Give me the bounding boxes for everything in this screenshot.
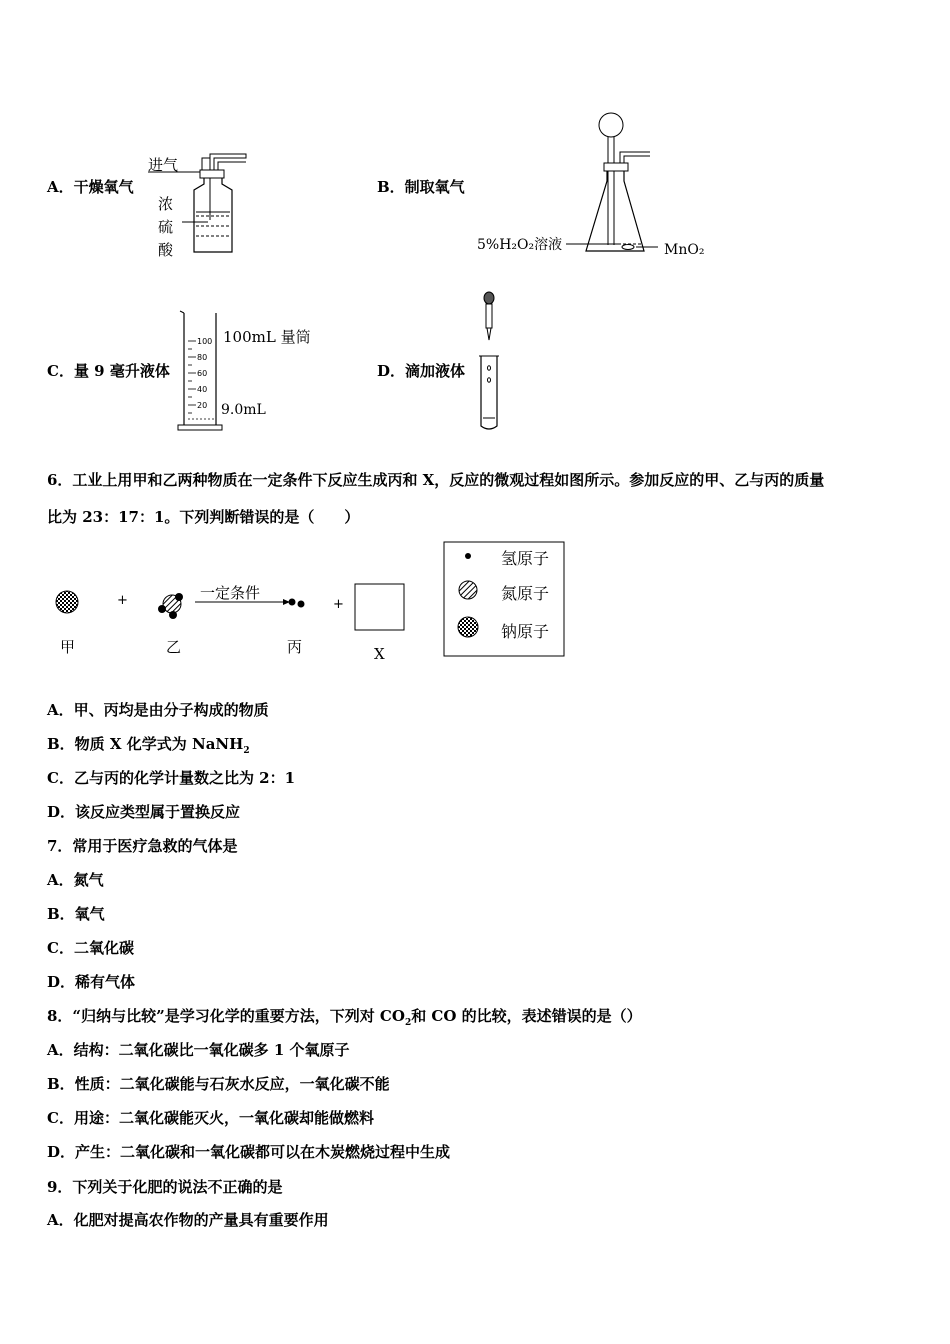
yi-label: 乙 (166, 638, 182, 656)
plus-2: + (333, 597, 344, 612)
reaction-diagram (40, 540, 580, 670)
acid-label-2: 硫 (158, 218, 174, 236)
h2-atom-2 (298, 601, 305, 608)
tick-80: 80 (197, 353, 208, 362)
q7-option-d: D．稀有气体 (47, 973, 136, 991)
q5-option-c: C．量 9 毫升液体 (47, 362, 170, 380)
sodium-atom-jia (56, 591, 78, 613)
q8-stem: 8．“归纳与比较”是学习化学的重要方法，下列对 $CO_2$和 CO 的比较，表述错误的是（） (47, 1007, 642, 1028)
x-label: X (374, 645, 385, 663)
tick-20: 20 (197, 401, 208, 410)
tick-100: 100 (197, 337, 213, 346)
q6-option-b: B．物质 X 化学式为 NaNH$_2$ (47, 735, 250, 756)
h2-atom-1 (289, 599, 296, 606)
legend-sodium-icon (458, 617, 478, 637)
legend-nitrogen-icon (459, 581, 477, 599)
q5-option-d: D．滴加液体 (377, 362, 466, 380)
q8-option-b: B．性质：二氧化碳能与石灰水反应，一氧化碳不能 (47, 1075, 390, 1093)
q9-option-a: A．化肥对提高农作物的产量具有重要作用 (47, 1211, 329, 1229)
cylinder-label: 100mL 量筒 (223, 328, 311, 346)
q6-option-d: D．该反应类型属于置换反应 (47, 803, 241, 821)
q6-option-a: A．甲、丙均是由分子构成的物质 (47, 701, 269, 719)
q6-stem-line-2: 比为 23：17：1。下列判断错误的是（ ） (47, 508, 360, 526)
legend-hydrogen-icon (465, 553, 471, 559)
dropper-tube-icon (477, 290, 507, 435)
acid-label-1: 浓 (158, 195, 174, 213)
mno2-label: MnO₂ (664, 242, 705, 258)
gas-bottle-icon (148, 150, 258, 260)
solution-pointer (566, 243, 626, 247)
tick-40: 40 (197, 385, 208, 394)
in-gas-label: 进气 (148, 156, 179, 174)
q8-option-d: D．产生：二氧化碳和一氧化碳都可以在木炭燃烧过程中生成 (47, 1143, 451, 1161)
hydrogen-atom-3 (175, 593, 183, 601)
q9-stem: 9．下列关于化肥的说法不正确的是 (47, 1178, 283, 1196)
tick-60: 60 (197, 369, 208, 378)
h2o2-solution-label: 5%H₂O₂溶液 (477, 237, 563, 253)
q8-option-a: A．结构：二氧化碳比一氧化碳多 1 个氧原子 (47, 1041, 350, 1059)
x-box (355, 584, 404, 630)
bing-label: 丙 (287, 638, 303, 656)
q7-stem: 7．常用于医疗急救的气体是 (47, 837, 238, 855)
q5-option-b: B．制取氧气 (377, 178, 465, 196)
hydrogen-atom-1 (158, 605, 166, 613)
reading-label: 9.0mL (221, 402, 266, 418)
q7-option-a: A．氮气 (47, 871, 104, 889)
acid-label-3: 酸 (158, 241, 174, 259)
condition-label: 一定条件 (200, 584, 261, 602)
legend-nitrogen-label: 氮原子 (501, 584, 550, 603)
legend-hydrogen-label: 氢原子 (501, 549, 550, 568)
q8-option-c: C．用途：二氧化碳能灭火，一氧化碳却能做燃料 (47, 1109, 374, 1127)
q5-option-a: A．干燥氧气 (47, 178, 134, 196)
legend-sodium-label: 钠原子 (501, 622, 550, 641)
gas-washing-bottle-figure (148, 150, 258, 260)
q7-option-b: B．氧气 (47, 905, 105, 923)
q6-stem-line-1: 6．工业上用甲和乙两种物质在一定条件下反应生成丙和 X，反应的微观过程如图所示。参加反应的甲、乙与丙的质量 (47, 471, 825, 489)
jia-label: 甲 (60, 638, 76, 656)
q6-option-c: C．乙与丙的化学计量数之比为 2：1 (47, 769, 296, 787)
hydrogen-atom-2 (169, 611, 177, 619)
q7-option-c: C．二氧化碳 (47, 939, 134, 957)
oxygen-generator-icon (570, 105, 720, 265)
plus-1: + (117, 593, 128, 608)
